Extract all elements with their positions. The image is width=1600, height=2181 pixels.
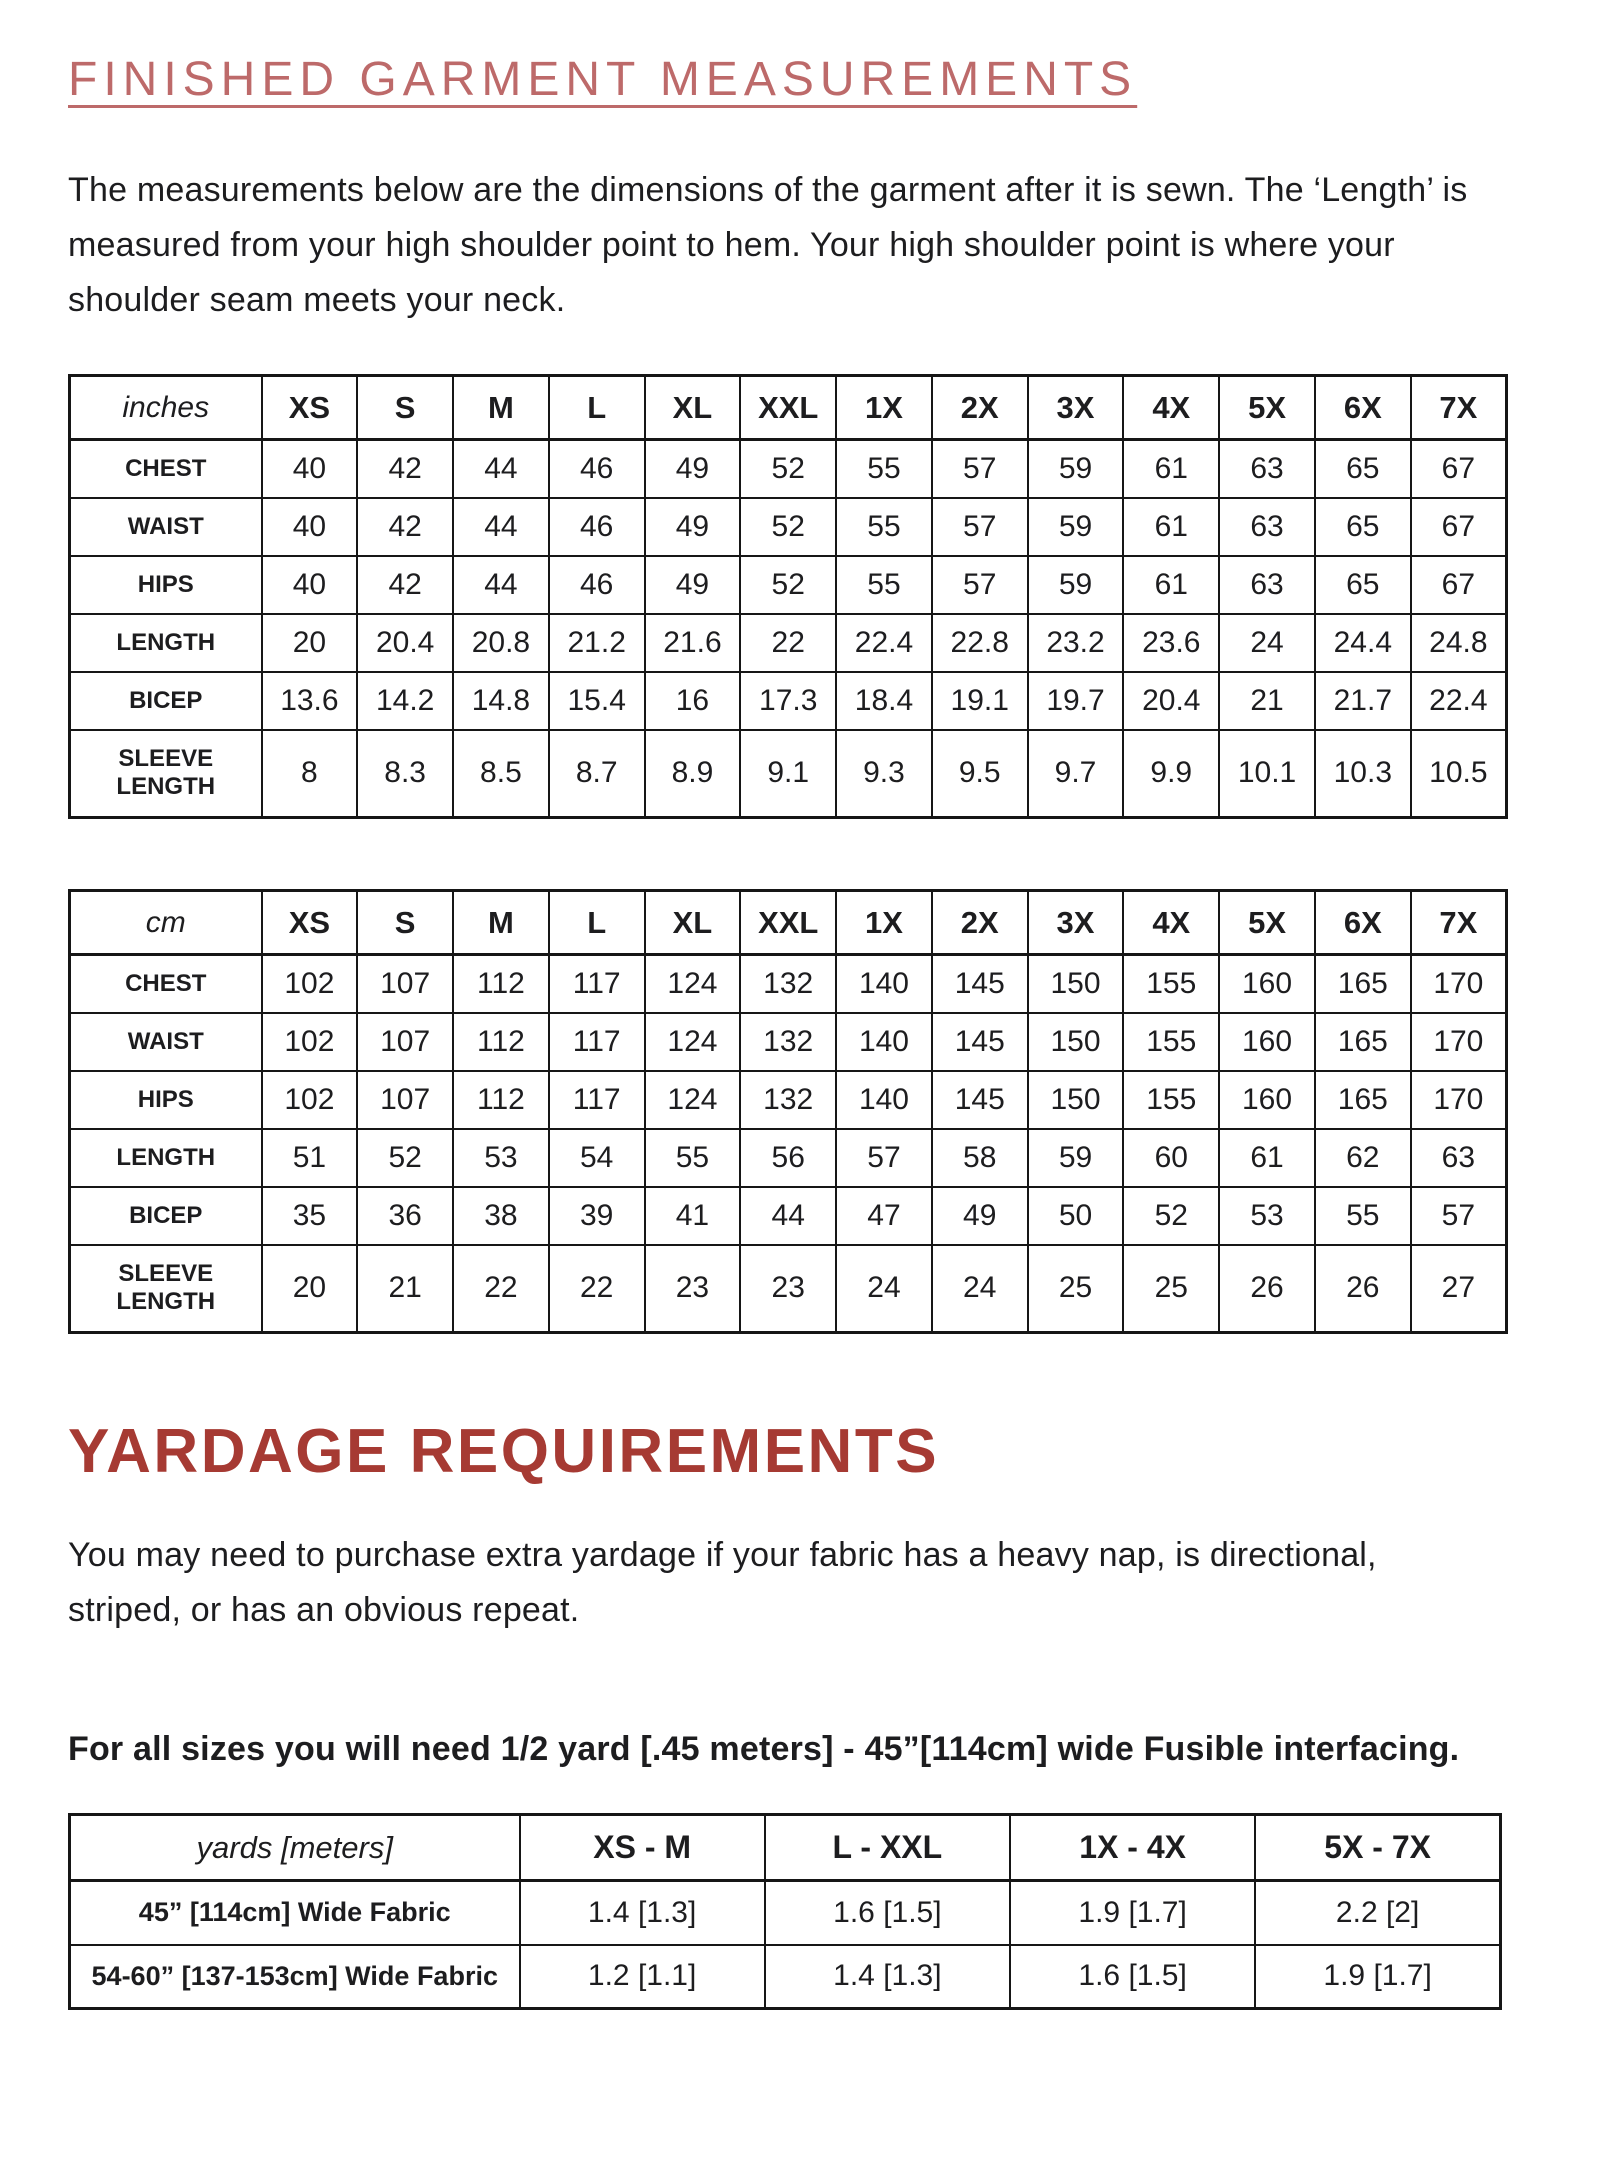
value-cell: 19.7 [1028, 672, 1124, 730]
value-cell: 40 [262, 498, 358, 556]
size-column-header: L - XXL [765, 1815, 1010, 1881]
measurements-table-inches [68, 374, 1508, 819]
value-cell: 67 [1411, 556, 1507, 614]
value-cell: 49 [645, 440, 741, 498]
size-column-header: 3X [1028, 891, 1124, 955]
value-cell: 8.7 [549, 730, 645, 818]
value-cell: 132 [740, 955, 836, 1013]
value-cell: 65 [1315, 440, 1411, 498]
value-cell: 24.8 [1411, 614, 1507, 672]
table-row [70, 1187, 1507, 1245]
size-column-header: S [357, 376, 453, 440]
value-cell: 20.4 [357, 614, 453, 672]
value-cell: 53 [1219, 1187, 1315, 1245]
yardage-note-paragraph: You may need to purchase extra yardage if your fabric has a heavy nap, is directional, striped, or has an obvious repeat. [68, 1536, 1377, 1629]
value-cell: 124 [645, 1071, 741, 1129]
size-column-header: 5X - 7X [1255, 1815, 1500, 1881]
row-label: WAIST [70, 1013, 262, 1071]
value-cell: 155 [1123, 1071, 1219, 1129]
value-cell: 67 [1411, 440, 1507, 498]
size-column-header: 4X [1123, 376, 1219, 440]
value-cell: 61 [1123, 556, 1219, 614]
row-label: HIPS [70, 556, 262, 614]
value-cell: 20 [262, 614, 358, 672]
value-cell: 18.4 [836, 672, 932, 730]
value-cell: 40 [262, 556, 358, 614]
value-cell: 52 [1123, 1187, 1219, 1245]
size-column-header: XS [262, 376, 358, 440]
value-cell: 63 [1411, 1129, 1507, 1187]
size-column-header: XL [645, 376, 741, 440]
value-cell: 60 [1123, 1129, 1219, 1187]
value-cell: 25 [1123, 1245, 1219, 1333]
value-cell: 57 [836, 1129, 932, 1187]
size-column-header: XL [645, 891, 741, 955]
value-cell: 21 [357, 1245, 453, 1333]
value-cell: 44 [453, 556, 549, 614]
value-cell: 22 [740, 614, 836, 672]
size-column-header: XXL [740, 891, 836, 955]
value-cell: 8 [262, 730, 358, 818]
value-cell: 24 [1219, 614, 1315, 672]
row-label: BICEP [70, 672, 262, 730]
value-cell: 57 [932, 498, 1028, 556]
value-cell: 42 [357, 440, 453, 498]
row-label: SLEEVE LENGTH [70, 1245, 262, 1333]
table-header-row [70, 891, 1507, 955]
value-cell: 145 [932, 1071, 1028, 1129]
size-column-header: 5X [1219, 891, 1315, 955]
value-cell: 155 [1123, 1013, 1219, 1071]
value-cell: 107 [357, 1071, 453, 1129]
value-cell: 14.8 [453, 672, 549, 730]
value-cell: 53 [453, 1129, 549, 1187]
row-label: BICEP [70, 1187, 262, 1245]
value-cell: 39 [549, 1187, 645, 1245]
value-cell: 21 [1219, 672, 1315, 730]
value-cell: 102 [262, 1071, 358, 1129]
value-cell: 165 [1315, 1013, 1411, 1071]
value-cell: 38 [453, 1187, 549, 1245]
size-column-header: M [453, 891, 549, 955]
value-cell: 55 [1315, 1187, 1411, 1245]
value-cell: 25 [1028, 1245, 1124, 1333]
value-cell: 1.9 [1.7] [1010, 1881, 1255, 1945]
value-cell: 22.8 [932, 614, 1028, 672]
value-cell: 26 [1219, 1245, 1315, 1333]
value-cell: 57 [1411, 1187, 1507, 1245]
value-cell: 47 [836, 1187, 932, 1245]
size-column-header: 5X [1219, 376, 1315, 440]
value-cell: 26 [1315, 1245, 1411, 1333]
measurements-intro-paragraph: The measurements below are the dimensions of the garment after it is sewn. The ‘Length’ is measured from your high shoulder point to hem. Your high shoulder point is where your shoulder seam meets your neck. [68, 171, 1468, 319]
value-cell: 132 [740, 1071, 836, 1129]
value-cell: 170 [1411, 955, 1507, 1013]
row-label: LENGTH [70, 614, 262, 672]
table-row [70, 498, 1507, 556]
value-cell: 8.3 [357, 730, 453, 818]
size-column-header: 3X [1028, 376, 1124, 440]
value-cell: 1.4 [1.3] [765, 1945, 1010, 2009]
row-label: 45” [114cm] Wide Fabric [70, 1881, 520, 1945]
row-label: 54-60” [137-153cm] Wide Fabric [70, 1945, 520, 2009]
value-cell: 57 [932, 440, 1028, 498]
value-cell: 117 [549, 1013, 645, 1071]
value-cell: 107 [357, 1013, 453, 1071]
size-column-header: XXL [740, 376, 836, 440]
unit-label: inches [70, 376, 262, 440]
value-cell: 10.5 [1411, 730, 1507, 818]
value-cell: 61 [1123, 440, 1219, 498]
value-cell: 55 [645, 1129, 741, 1187]
value-cell: 52 [740, 440, 836, 498]
value-cell: 44 [453, 440, 549, 498]
value-cell: 27 [1411, 1245, 1507, 1333]
value-cell: 9.7 [1028, 730, 1124, 818]
value-cell: 140 [836, 955, 932, 1013]
size-column-header: 1X [836, 891, 932, 955]
table-row [70, 614, 1507, 672]
value-cell: 14.2 [357, 672, 453, 730]
measurements-table-cm [68, 889, 1508, 1334]
table-row [70, 1013, 1507, 1071]
value-cell: 44 [740, 1187, 836, 1245]
value-cell: 22.4 [1411, 672, 1507, 730]
value-cell: 46 [549, 440, 645, 498]
value-cell: 150 [1028, 1071, 1124, 1129]
value-cell: 1.6 [1.5] [765, 1881, 1010, 1945]
value-cell: 61 [1123, 498, 1219, 556]
size-column-header: S [357, 891, 453, 955]
value-cell: 117 [549, 955, 645, 1013]
value-cell: 58 [932, 1129, 1028, 1187]
value-cell: 24 [932, 1245, 1028, 1333]
row-label: CHEST [70, 440, 262, 498]
value-cell: 20.8 [453, 614, 549, 672]
value-cell: 17.3 [740, 672, 836, 730]
unit-label: yards [meters] [70, 1815, 520, 1881]
value-cell: 102 [262, 955, 358, 1013]
value-cell: 20 [262, 1245, 358, 1333]
value-cell: 46 [549, 498, 645, 556]
row-label: WAIST [70, 498, 262, 556]
value-cell: 42 [357, 556, 453, 614]
value-cell: 22 [453, 1245, 549, 1333]
value-cell: 170 [1411, 1071, 1507, 1129]
value-cell: 42 [357, 498, 453, 556]
size-column-header: XS - M [520, 1815, 765, 1881]
value-cell: 145 [932, 955, 1028, 1013]
value-cell: 150 [1028, 1013, 1124, 1071]
value-cell: 40 [262, 440, 358, 498]
table-row [70, 1129, 1507, 1187]
value-cell: 117 [549, 1071, 645, 1129]
value-cell: 1.4 [1.3] [520, 1881, 765, 1945]
size-column-header: L [549, 891, 645, 955]
value-cell: 41 [645, 1187, 741, 1245]
size-column-header: XS [262, 891, 358, 955]
value-cell: 1.2 [1.1] [520, 1945, 765, 2009]
value-cell: 63 [1219, 556, 1315, 614]
value-cell: 52 [357, 1129, 453, 1187]
value-cell: 145 [932, 1013, 1028, 1071]
table-row [70, 1881, 1501, 1945]
value-cell: 44 [453, 498, 549, 556]
value-cell: 22.4 [836, 614, 932, 672]
value-cell: 19.1 [932, 672, 1028, 730]
yardage-table [68, 1813, 1502, 2010]
value-cell: 49 [932, 1187, 1028, 1245]
value-cell: 140 [836, 1013, 932, 1071]
value-cell: 59 [1028, 556, 1124, 614]
table-row [70, 955, 1507, 1013]
value-cell: 61 [1219, 1129, 1315, 1187]
value-cell: 112 [453, 1071, 549, 1129]
size-column-header: 1X - 4X [1010, 1815, 1255, 1881]
interfacing-note-paragraph: For all sizes you will need 1/2 yard [.45 meters] - 45”[114cm] wide Fusible interfacing. [68, 1730, 1460, 1768]
row-label: SLEEVE LENGTH [70, 730, 262, 818]
size-column-header: 6X [1315, 891, 1411, 955]
value-cell: 57 [932, 556, 1028, 614]
value-cell: 55 [836, 556, 932, 614]
value-cell: 23 [645, 1245, 741, 1333]
value-cell: 55 [836, 498, 932, 556]
value-cell: 52 [740, 498, 836, 556]
size-column-header: 7X [1411, 376, 1507, 440]
value-cell: 9.9 [1123, 730, 1219, 818]
unit-label: cm [70, 891, 262, 955]
value-cell: 50 [1028, 1187, 1124, 1245]
value-cell: 9.1 [740, 730, 836, 818]
value-cell: 170 [1411, 1013, 1507, 1071]
value-cell: 165 [1315, 955, 1411, 1013]
value-cell: 160 [1219, 1071, 1315, 1129]
value-cell: 59 [1028, 440, 1124, 498]
row-label: CHEST [70, 955, 262, 1013]
size-column-header: 7X [1411, 891, 1507, 955]
value-cell: 160 [1219, 955, 1315, 1013]
value-cell: 52 [740, 556, 836, 614]
value-cell: 24.4 [1315, 614, 1411, 672]
row-label: HIPS [70, 1071, 262, 1129]
size-column-header: M [453, 376, 549, 440]
value-cell: 49 [645, 556, 741, 614]
table-row [70, 1945, 1501, 2009]
yardage-requirements-title: YARDAGE REQUIREMENTS [68, 1417, 940, 1486]
value-cell: 20.4 [1123, 672, 1219, 730]
value-cell: 21.6 [645, 614, 741, 672]
size-column-header: 2X [932, 376, 1028, 440]
value-cell: 8.9 [645, 730, 741, 818]
value-cell: 56 [740, 1129, 836, 1187]
row-label: LENGTH [70, 1129, 262, 1187]
value-cell: 112 [453, 955, 549, 1013]
value-cell: 112 [453, 1013, 549, 1071]
table-row [70, 1071, 1507, 1129]
value-cell: 10.3 [1315, 730, 1411, 818]
table-header-row [70, 376, 1507, 440]
value-cell: 155 [1123, 955, 1219, 1013]
value-cell: 165 [1315, 1071, 1411, 1129]
value-cell: 67 [1411, 498, 1507, 556]
value-cell: 9.5 [932, 730, 1028, 818]
value-cell: 65 [1315, 556, 1411, 614]
size-column-header: 1X [836, 376, 932, 440]
value-cell: 13.6 [262, 672, 358, 730]
table-header-row [70, 1815, 1501, 1881]
table-row [70, 1245, 1507, 1333]
value-cell: 140 [836, 1071, 932, 1129]
value-cell: 23.6 [1123, 614, 1219, 672]
value-cell: 62 [1315, 1129, 1411, 1187]
value-cell: 150 [1028, 955, 1124, 1013]
value-cell: 24 [836, 1245, 932, 1333]
value-cell: 124 [645, 1013, 741, 1071]
finished-garment-measurements-title: FINISHED GARMENT MEASUREMENTS [68, 53, 1138, 106]
value-cell: 63 [1219, 498, 1315, 556]
value-cell: 65 [1315, 498, 1411, 556]
table-row [70, 730, 1507, 818]
table-row [70, 556, 1507, 614]
value-cell: 59 [1028, 1129, 1124, 1187]
value-cell: 8.5 [453, 730, 549, 818]
value-cell: 16 [645, 672, 741, 730]
size-column-header: 2X [932, 891, 1028, 955]
size-column-header: 6X [1315, 376, 1411, 440]
table-row [70, 440, 1507, 498]
value-cell: 160 [1219, 1013, 1315, 1071]
value-cell: 23.2 [1028, 614, 1124, 672]
value-cell: 49 [645, 498, 741, 556]
value-cell: 10.1 [1219, 730, 1315, 818]
value-cell: 21.2 [549, 614, 645, 672]
value-cell: 35 [262, 1187, 358, 1245]
value-cell: 23 [740, 1245, 836, 1333]
table-row [70, 672, 1507, 730]
value-cell: 9.3 [836, 730, 932, 818]
value-cell: 15.4 [549, 672, 645, 730]
value-cell: 22 [549, 1245, 645, 1333]
value-cell: 63 [1219, 440, 1315, 498]
size-column-header: L [549, 376, 645, 440]
value-cell: 124 [645, 955, 741, 1013]
value-cell: 59 [1028, 498, 1124, 556]
value-cell: 21.7 [1315, 672, 1411, 730]
value-cell: 46 [549, 556, 645, 614]
value-cell: 54 [549, 1129, 645, 1187]
value-cell: 55 [836, 440, 932, 498]
value-cell: 132 [740, 1013, 836, 1071]
value-cell: 2.2 [2] [1255, 1881, 1500, 1945]
value-cell: 36 [357, 1187, 453, 1245]
value-cell: 1.6 [1.5] [1010, 1945, 1255, 2009]
value-cell: 1.9 [1.7] [1255, 1945, 1500, 2009]
value-cell: 51 [262, 1129, 358, 1187]
value-cell: 102 [262, 1013, 358, 1071]
size-column-header: 4X [1123, 891, 1219, 955]
value-cell: 107 [357, 955, 453, 1013]
